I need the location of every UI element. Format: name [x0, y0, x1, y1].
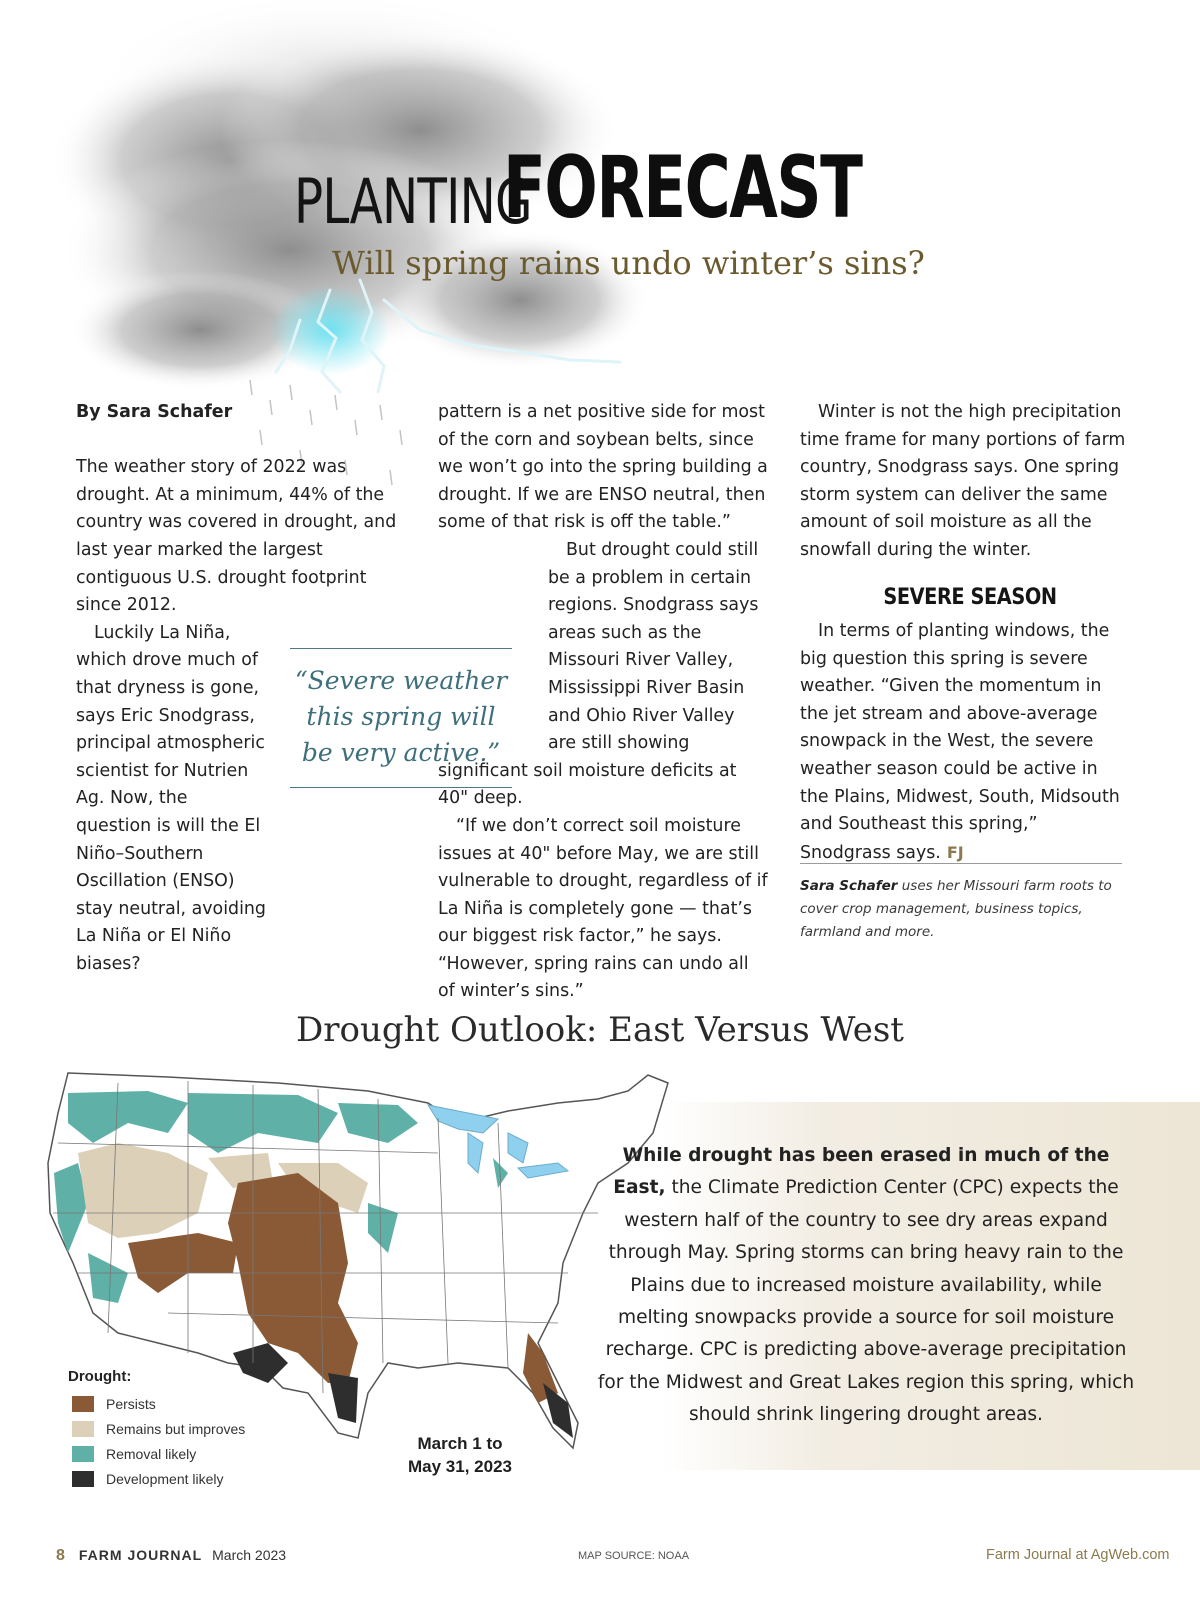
legend-swatch	[72, 1471, 94, 1487]
article-column-3-continued	[800, 618, 1130, 867]
col2-paragraph-2: But drought could still be a problem in certain regions. Snodgrass says areas such as the Missouri River Valley, Mississippi River Basin and Ohio River Valley are still showing significant soil moisture deficits at 40" deep.	[438, 539, 759, 809]
map-caption-lead: While drought has been erased in much of the East,	[613, 1145, 1110, 1199]
legend-swatch	[72, 1421, 94, 1437]
map-title: Drought Outlook: East Versus West	[296, 1010, 904, 1050]
legend-label: Development likely	[106, 1470, 224, 1487]
legend-title: Drought:	[68, 1368, 132, 1385]
legend-item-remains-improves	[68, 1416, 245, 1441]
author-bio	[800, 875, 1140, 944]
bio-divider	[800, 863, 1122, 864]
map-legend	[68, 1368, 245, 1491]
col1-narrow-block	[76, 620, 266, 979]
col3-paragraph-2-text: In terms of planting windows, the big question this spring is severe weather. “Given the momentum in the jet stream and above-average snowpack in the West, the severe weather season could be active in the Plains, Midwest, South, Midsouth and Southeast this spring,” Snodgrass says.	[800, 621, 1120, 863]
legend-item-development-likely	[68, 1466, 245, 1491]
legend-label: Remains but improves	[106, 1420, 246, 1437]
map-date-range	[400, 1432, 520, 1478]
map-date-line-2: May 31, 2023	[408, 1457, 512, 1476]
legend-swatch	[72, 1446, 94, 1462]
col2-paragraph-3: “If we don’t correct soil moisture issues at 40" before May, we are still vulnerable to drought, regardless of if La Niña is completely gone — that’s our biggest risk factor,” he says. “However, spring rains can undo all of winter’s sins.”	[438, 815, 768, 1002]
bio-text: uses her Missouri farm roots to cover crop management, business topics, farmland and more.	[800, 878, 1112, 940]
legend-swatch	[72, 1396, 94, 1412]
legend-label: Removal likely	[106, 1445, 197, 1462]
bio-author-name: Sara Schafer	[800, 878, 898, 894]
subheadline: Will spring rains undo winter’s sins?	[332, 244, 925, 282]
legend-label: Persists	[106, 1395, 156, 1412]
col1-paragraph-2: Luckily La Niña, which drove much of that dryness is gone, says Eric Snodgrass, principal atmospheric scientist for Nutrien Ag. Now, the question is will the El Niño–Southern Oscillation (ENSO) stay neutral, avoiding La Niña or El Niño biases?	[76, 622, 266, 974]
issue-date: March 2023	[212, 1547, 287, 1563]
page-number: 8	[56, 1547, 65, 1564]
fj-end-mark: FJ	[946, 842, 964, 862]
headline-light-word: PLANTING	[294, 165, 532, 238]
col3-paragraph-2	[800, 618, 1130, 867]
byline: By Sara Schafer	[76, 402, 233, 422]
col2-paragraph-1: pattern is a net positive side for most of the corn and soybean belts, since we won’t go into the spring building a drought. If we are ENSO neutral, then some of that risk is off the table.”	[438, 402, 768, 533]
col1-paragraph-1: The weather story of 2022 was drought. At a minimum, 44% of the country was covered in drought, and last year marked the largest contiguous U.S. drought footprint since 2012.	[76, 457, 397, 616]
map-caption-body: the Climate Prediction Center (CPC) expects the western half of the country to see dry areas expand through May. Spring storms can bring heavy rain to the Plains due to increased moisture availability, while melting snowpacks provide a source for soil moisture recharge. CPC is predicting above-average precipitation for the Midwest and Great Lakes region this spring, which should shrink lingering drought areas.	[597, 1177, 1135, 1426]
footer-folio	[56, 1547, 286, 1565]
pull-quote: “Severe weather this spring will be very active.”	[290, 648, 512, 788]
col3-paragraph-1: Winter is not the high precipitation time frame for many portions of farm country, Snodgrass says. One spring storm system can deliver the same amount of soil moisture as all the snowfall during the winter.	[800, 402, 1126, 560]
headline	[294, 138, 994, 238]
legend-item-removal-likely	[68, 1441, 245, 1466]
headline-bold-word: FORECAST	[502, 138, 862, 238]
map-caption-text	[596, 1140, 1136, 1432]
map-source-credit: MAP SOURCE: NOAA	[578, 1550, 690, 1562]
footer-website: Farm Journal at AgWeb.com	[986, 1547, 1170, 1563]
map-date-line-1: March 1 to	[417, 1434, 503, 1453]
article-column-3	[800, 399, 1140, 565]
legend-item-persists	[68, 1391, 245, 1416]
section-heading-severe-season: SEVERE SEASON	[883, 585, 1057, 610]
publication-name: FARM JOURNAL	[78, 1547, 203, 1563]
